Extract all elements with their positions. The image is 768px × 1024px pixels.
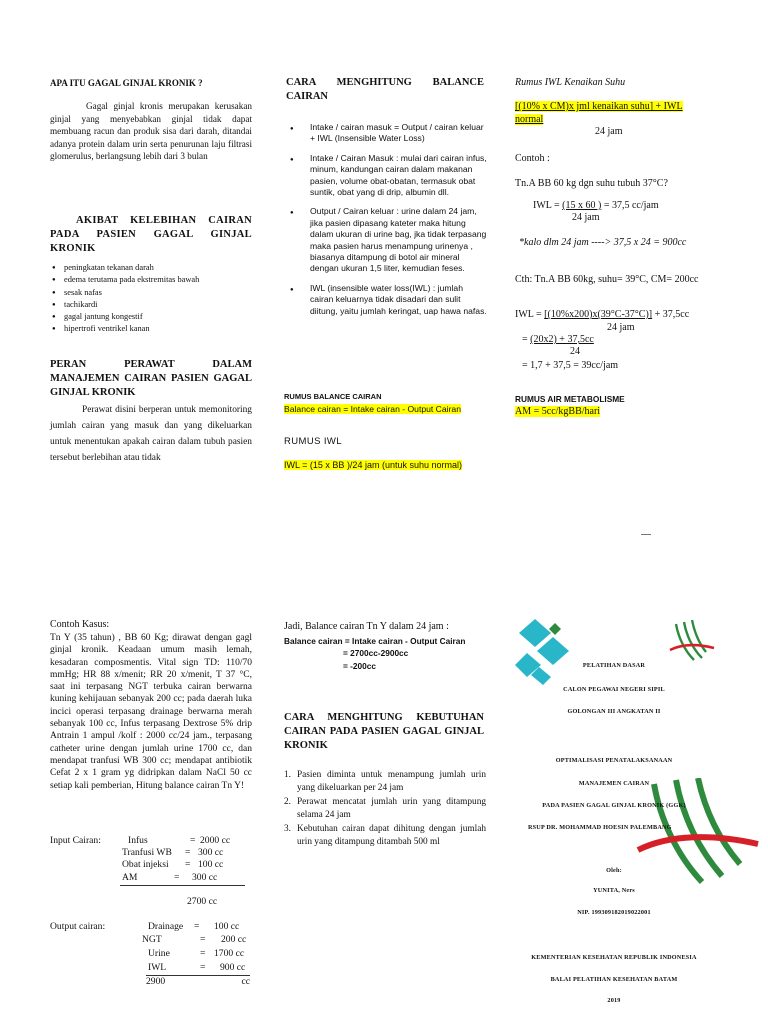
kemenkes-logo [513,615,581,687]
what-is-ckd-heading: APA ITU GAGAL GINJAL KRONIK ? [50,78,203,88]
output-row-iwl: IWL = 900 cc [148,962,246,973]
example2-calc-denominator: 24 jam [607,322,635,333]
bakti-husada-logo-small [668,620,716,664]
cover-title-3: PADA PASIEN GAGAL GINJAL KRONIK (GGK) [542,802,686,809]
balance-method-list [290,122,488,325]
cover-year: 2019 [607,997,621,1004]
balance-result-formula: Balance cairan = Intake cairan - Output Cairan [284,636,466,646]
iwl-formula: IWL = (15 x BB )/24 jam (untuk suhu normal) [284,460,462,470]
iwl-fever-formula: [(10% x CM)x jml kenaikan suhu] + IWL normal [515,101,683,125]
output-row-drainage: Drainage = 100 cc [148,921,240,932]
cover-line-1: PELATIHAN DASAR [582,662,646,669]
example1-daily: *kalo dlm 24 jam ----> 37,5 x 24 = 900cc [519,237,687,248]
case-body: Tn Y (35 tahun) , BB 60 Kg; dirawat dengan gagl ginjal kronik. Keadaan umum masih lemah, kesadaran composmentis. Vital sign TD: 110/70 mmHg; HR 88 x/menit; RR 20 x/menit, T 37 °C, saat ini terpasang NGT terbuka cairan berwarna kuning kehijauan sebanyak 200 cc; pada daerah luka incici operasi terpasang drainage berwarna merah sebanyak 100 cc, Infus terpasang Dextrose 5% drip Antrain 1 ampul /kolf : 2000 cc/24 jam., terpasang catheter urine dengan jumlah urine 1700 cc, dan mendapat tranfusi WB 300 cc; mendapat antibiotik Cefat 2 x 1 gram yg didripkan dalam NaCl 50 cc setiap kali pemberian, Hitung balance cairan Tn Y! [50,633,252,791]
what-is-ckd-paragraph: Gagal ginjal kronis merupakan kerusakan ginjal yang menyebabkan ginjal tidak dapat membuang racun dan produk sisa dari darah, ditandai adanya protein dalam urin serta penurunan laju filtrasi glomerulus, berlangsung lebih dari 3 bulan [50,101,252,161]
list-item: ● Intake / cairan masuk = Output / cairan keluar + IWL (Insensible Water Loss) [290,122,484,144]
output-label: Output cairan: [50,921,106,932]
author-nip: NIP. 199309182019022001 [577,909,651,916]
input-row-am: AM = 300 cc [122,872,218,883]
example1-statement: Tn.A BB 60 kg dgn suhu tubuh 37°C? [515,178,668,189]
list-item: ● Output / Cairan keluar : urine dalam 24 jam, jika pasien dipasang kateter maka hitung dalam ukuran di urine bag, jka tidak terpasang maka pasien harus menampung urinenya , biasanya ditampung di botol air mineral dengan ukuran 1,5 liter, kemudian feses. [290,206,487,274]
iwl-formula-title: RUMUS IWL [284,436,342,447]
list-item: ● Intake / Cairan Masuk : mulai dari cairan infus, minum, kandungan cairan dalam makanan pasien, volume obat-obatan, termasuk obat suntik, obat yang di drip, albumin dll. [290,152,487,198]
metabolic-water-title: RUMUS AIR METABOLISME [515,394,625,404]
list-item: ● IWL (insensible water loss(IWL) : jumlah cairan keluarnya tidak disadari dan sulit diitung, yaitu jumlah keringat, uap hawa nafas. [290,282,487,316]
iwl-fever-formula-denominator: 24 jam [595,126,623,137]
balance-formula-title: RUMUS BALANCE CAIRAN [284,392,382,401]
example-label: Contoh : [515,153,550,164]
example1-calc-denominator: 24 jam [572,212,600,223]
output-total: 2900 cc [146,976,250,987]
cover-title-4: RSUP DR. MOHAMMAD HOESIN PALEMBANG [528,824,672,831]
balance-result-value: = -200cc [343,661,376,671]
input-total-line [120,885,245,886]
example1-calc: IWL = (15 x 60 ) = 37,5 cc/jam [533,200,659,211]
cover-title-1: OPTIMALISASI PENATALAKSANAAN [555,757,673,764]
cover-line-2: CALON PEGAWAI NEGERI SIPIL [563,686,665,693]
cover-line-3: GOLONGAN III ANGKATAN II [567,708,661,715]
list-item: ● hipertrofi ventrikel kanan [52,323,252,335]
cover-by: Oleh: [606,867,622,874]
list-item: 3. Kebutuhan cairan dapat dihitung dengan jumlah urin yang ditampung ditambah 500 ml [284,824,486,847]
author-name: YUNITA, Ners [593,887,635,894]
fluid-need-steps [284,769,486,851]
org-ministry: KEMENTERIAN KESEHATAN REPUBLIK INDONESIA [531,954,697,961]
balance-method-heading: CARA MENGHITUNG BALANCE CAIRAN [286,77,484,102]
org-training-center: BALAI PELATIHAN KESEHATAN BATAM [550,976,678,983]
input-row-injection: Obat injeksi = 100 cc [122,859,224,870]
input-label: Input Cairan: [50,835,101,846]
balance-result-intro: Jadi, Balance cairan Tn Y dalam 24 jam : [284,621,449,632]
input-total: 2700 cc [187,896,218,907]
example2-calc: IWL = [(10%x200)x(39°C-37°C)] + 37,5cc [515,309,690,320]
fluid-excess-list [52,262,252,336]
metabolic-water-formula: AM = 5cc/kgBB/hari [515,406,601,417]
nurse-role-heading: PERAN PERAWAT DALAM MANAJEMEN CAIRAN PASIEN GAGAL GINJAL KRONIK [50,359,252,398]
divider [641,534,651,535]
fluid-excess-heading: AKIBAT KELEBIHAN CAIRAN PADA PASIEN GAGAL GINJAL KRONIK [50,215,252,254]
list-item: 2. Perawat mencatat jumlah urin yang ditampung selama 24 jam [284,797,486,820]
example2-result: = 1,7 + 37,5 = 39cc/jam [522,360,619,371]
example2-step: = (20x2) + 37,5cc [522,334,594,345]
list-item: ● edema terutama pada ekstremitas bawah [52,274,252,286]
balance-formula: Balance cairan = Intake cairan - Output Cairan [284,404,461,414]
example2-step-denominator: 24 [570,346,580,357]
fluid-need-heading: CARA MENGHITUNG KEBUTUHAN CAIRAN PADA PASIEN GAGAL GINJAL KRONIK [284,712,484,751]
balance-result-step: = 2700cc-2900cc [343,648,409,658]
case-title: Contoh Kasus: [50,619,110,630]
list-item: ● tachikardi [52,299,252,311]
list-item: ● gagal jantung kongestif [52,311,252,323]
iwl-fever-title: Rumus IWL Kenaikan Suhu [515,77,626,88]
cover-title-2: MANAJEMEN CAIRAN [578,780,650,787]
example2-statement: Cth: Tn.A BB 60kg, suhu= 39°C, CM= 200cc [515,274,699,285]
list-item: 1. Pasien diminta untuk menampung jumlah urin yang dikeluarkan per 24 jam [284,770,486,793]
list-item: ● sesak nafas [52,287,252,299]
input-row-infus: Infus = 2000 cc [128,835,231,846]
output-row-ngt: NGT = 200 cc [142,934,247,945]
input-row-transfusion: Tranfusi WB = 300 cc [122,847,224,858]
output-row-urine: Urine = 1700 cc [148,948,245,959]
nurse-role-paragraph: Perawat disini berperan untuk memonitoring jumlah cairan yang masuk dan yang dikeluarkan untuk menentukan apakah cairan dalam tubuh pasien tersebut berlebihan atau tidak [50,405,252,463]
list-item: ● peningkatan tekanan darah [52,262,252,274]
